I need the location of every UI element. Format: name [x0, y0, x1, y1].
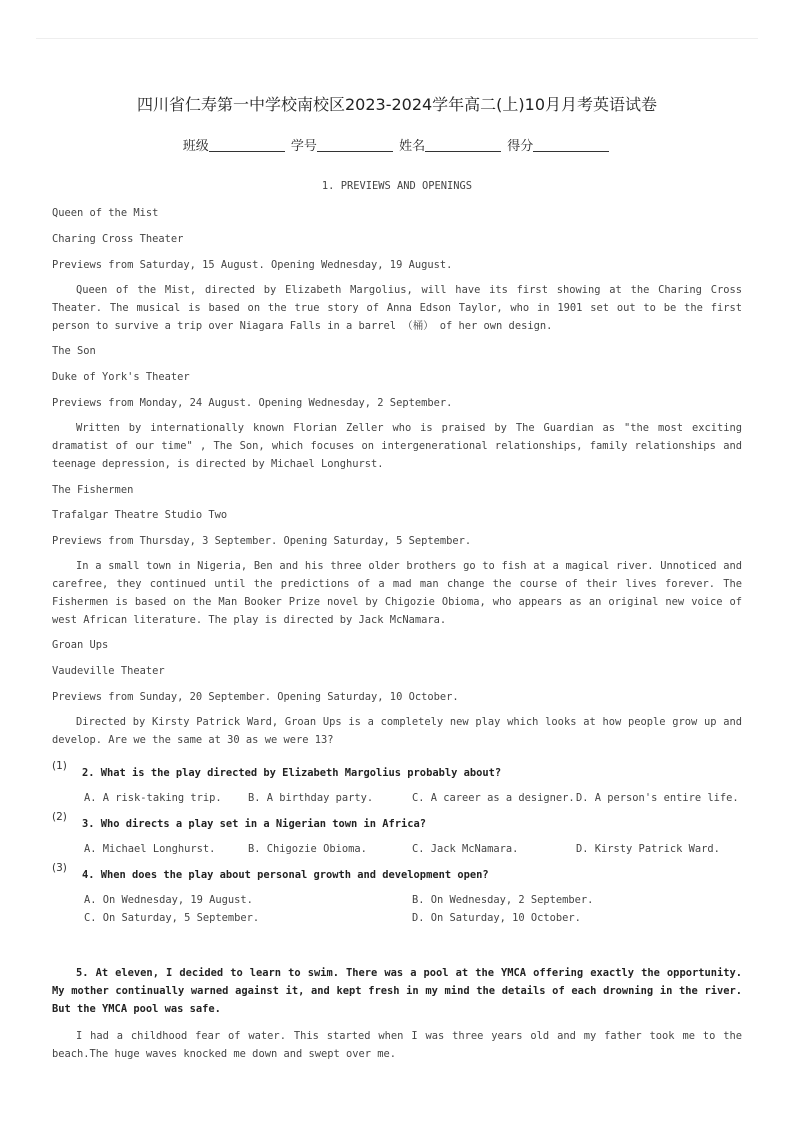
show-theater: Duke of York's Theater [52, 371, 190, 383]
show-description: Directed by Kirsty Patrick Ward, Groan Ups is a completely new play which looks at how people grow up and develop. Are we the same at 30 as we were 13? [52, 716, 742, 746]
score-blank[interactable] [533, 139, 609, 152]
info-label-score: 得分 [507, 139, 534, 154]
show-description: In a small town in Nigeria, Ben and his three older brothers go to fish at a magical river. Unnoticed and carefree, they continued until the predictions of a mad man change the course of their lives forever. The Fishermen is based on the Man Booker Prize novel by Chigozie Obioma, who appears as an original new voice of west African literature. The play is directed by Jack McNamara. [52, 560, 742, 626]
question-number: (3) [52, 862, 67, 874]
name-blank[interactable] [425, 139, 501, 152]
answer-option[interactable]: D. A person's entire life. [576, 792, 739, 804]
answer-option[interactable]: B. On Wednesday, 2 September. [412, 894, 594, 906]
show-dates: Previews from Monday, 24 August. Opening Wednesday, 2 September. [52, 397, 453, 409]
answer-option[interactable]: D. On Saturday, 10 October. [412, 912, 581, 924]
section-title: 1. PREVIEWS AND OPENINGS [321, 180, 473, 192]
question-number: (2) [52, 811, 67, 823]
show-name: The Fishermen [52, 484, 134, 496]
class-blank[interactable] [209, 139, 285, 152]
page-title: 四川省仁寿第一中学校南校区2023-2024学年高二(上)10月月考英语试卷 [136, 95, 658, 114]
info-label-class: 班级 [182, 139, 209, 154]
answer-option[interactable]: A. A risk-taking trip. [84, 792, 222, 804]
top-rule [36, 38, 758, 39]
show-name: Groan Ups [52, 639, 109, 651]
show-theater: Vaudeville Theater [52, 665, 165, 677]
passage-paragraph: I had a childhood fear of water. This started when I was three years old and my father took me to the beach.The huge waves knocked me down and swept over me. [52, 1030, 742, 1060]
question-text: 2. What is the play directed by Elizabeth Margolius probably about? [82, 767, 502, 779]
answer-option[interactable]: B. A birthday party. [248, 792, 374, 804]
show-description: Written by internationally known Florian Zeller who is praised by The Guardian as "the most exciting dramatist of our time" , The Son, which focuses on intergenerational relationships, family relationships and teenage depression, is directed by Michael Longhurst. [52, 422, 742, 470]
show-theater: Charing Cross Theater [52, 233, 184, 245]
answer-option[interactable]: C. Jack McNamara. [412, 843, 519, 855]
answer-option[interactable]: A. On Wednesday, 19 August. [84, 894, 253, 906]
id-blank[interactable] [317, 139, 393, 152]
show-theater: Trafalgar Theatre Studio Two [52, 509, 228, 521]
answer-option[interactable]: D. Kirsty Patrick Ward. [576, 843, 720, 855]
answer-option[interactable]: C. On Saturday, 5 September. [84, 912, 260, 924]
question-number: (1) [52, 760, 67, 772]
show-description: Queen of the Mist, directed by Elizabeth Margolius, will have its first showing at the Charing Cross Theater. The musical is based on the true story of Anna Edson Taylor, who in 1901 set out to be the first person to survive a trip over Niagara Falls in a barrel （桶） of her own design. [52, 284, 742, 332]
info-label-id: 学号 [290, 139, 317, 154]
answer-option[interactable]: C. A career as a designer. [412, 792, 575, 804]
show-name: The Son [52, 345, 96, 357]
show-dates: Previews from Saturday, 15 August. Opening Wednesday, 19 August. [52, 259, 453, 271]
show-dates: Previews from Sunday, 20 September. Opening Saturday, 10 October. [52, 691, 459, 703]
show-name: Queen of the Mist [52, 207, 159, 219]
show-dates: Previews from Thursday, 3 September. Opening Saturday, 5 September. [52, 535, 472, 547]
passage-intro: 5. At eleven, I decided to learn to swim. There was a pool at the YMCA offering exactly the opportunity. My mother continually warned against it, and kept fresh in my mind the details of each drowning in the river. But the YMCA pool was safe. [52, 967, 742, 1015]
info-label-name: 姓名 [399, 139, 426, 154]
question-text: 4. When does the play about personal growth and development open? [82, 869, 489, 881]
student-info-row [52, 135, 742, 154]
question-text: 3. Who directs a play set in a Nigerian town in Africa? [82, 818, 427, 830]
answer-option[interactable]: A. Michael Longhurst. [84, 843, 216, 855]
answer-option[interactable]: B. Chigozie Obioma. [248, 843, 367, 855]
